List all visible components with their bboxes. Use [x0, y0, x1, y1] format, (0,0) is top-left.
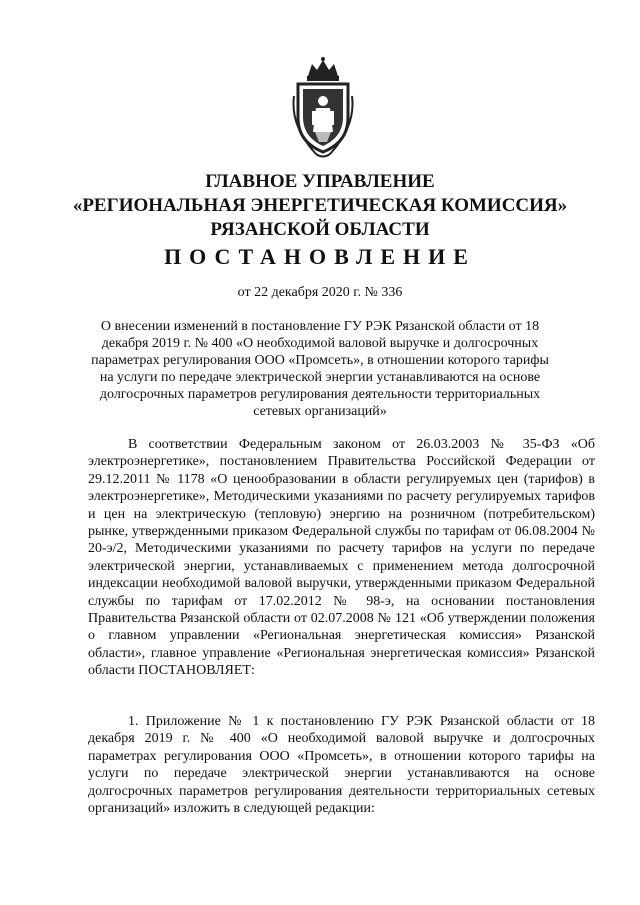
document-subject: О внесении изменений в постановление ГУ РЭК Рязанской области от 18 декабря 2019 г. № 400 «О необходимой валовой выручке и долгосрочных параметрах регулирования ООО «Промсеть», в отношении которого тарифы на услуги по передаче электрической энергии устанавливаются на основе долгосрочных параметров регулирования деятельности территориальных сетевых организаций» [91, 319, 549, 419]
body-paragraph-item-1: 1. Приложение № 1 к постановлению ГУ РЭК Рязанской области от 18 декабря 2019 г. № 400 «О необходимой валовой выручке и долгосрочных параметрах регулирования ООО «Промсеть», в отношении которого тарифы на услуги по передаче электрической энергии устанавливаются на основе долгосрочных параметров регулирования деятельности территориальных сетевых организаций» изложить в следующей редакции: [88, 714, 595, 817]
document-type-title: ПОСТАНОВЛЕНИЕ [164, 244, 476, 269]
ryazan-coat-of-arms-icon [286, 56, 360, 160]
document-date-number: от 22 декабря 2020 г. № 336 [237, 285, 403, 300]
org-name-line-2: «РЕГИОНАЛЬНАЯ ЭНЕРГЕТИЧЕСКАЯ КОМИССИЯ» [72, 195, 568, 216]
org-name-line-1: ГЛАВНОЕ УПРАВЛЕНИЕ [205, 171, 435, 192]
body-paragraph-preamble: В соответствии Федеральным законом от 26.03.2003 № 35-ФЗ «Об электроэнергетике», постановлением Правительства Российской Федерации от 29.12.2011 № 1178 «О ценообразовании в области регулируемых цен (тарифов) в электроэнергетике», Методическими указаниями по расчету регулируемых тарифов и цен на электрическую (тепловую) энергию на розничном (потребительском) рынке, утвержденными приказом Федеральной службы по тарифам от 06.08.2004 № 20-э/2, Методическими указаниями по расчету тарифов на услуги по передаче электрической энергии, устанавливаемых с применением метода долгосрочной индексации необходимой валовой выручки, утвержденными приказом Федеральной службы по тарифам от 17.02.2012 № 98-э, на основании постановления Правительства Рязанской области от 02.07.2008 № 121 «Об утверждении положения о главном управлении «Региональная энергетическая комиссия» Рязанской области», главное управление «Региональная энергетическая комиссия» Рязанской области ПОСТАНОВЛЯЕТ: [88, 437, 595, 679]
org-name-line-3: РЯЗАНСКОЙ ОБЛАСТИ [210, 219, 430, 240]
